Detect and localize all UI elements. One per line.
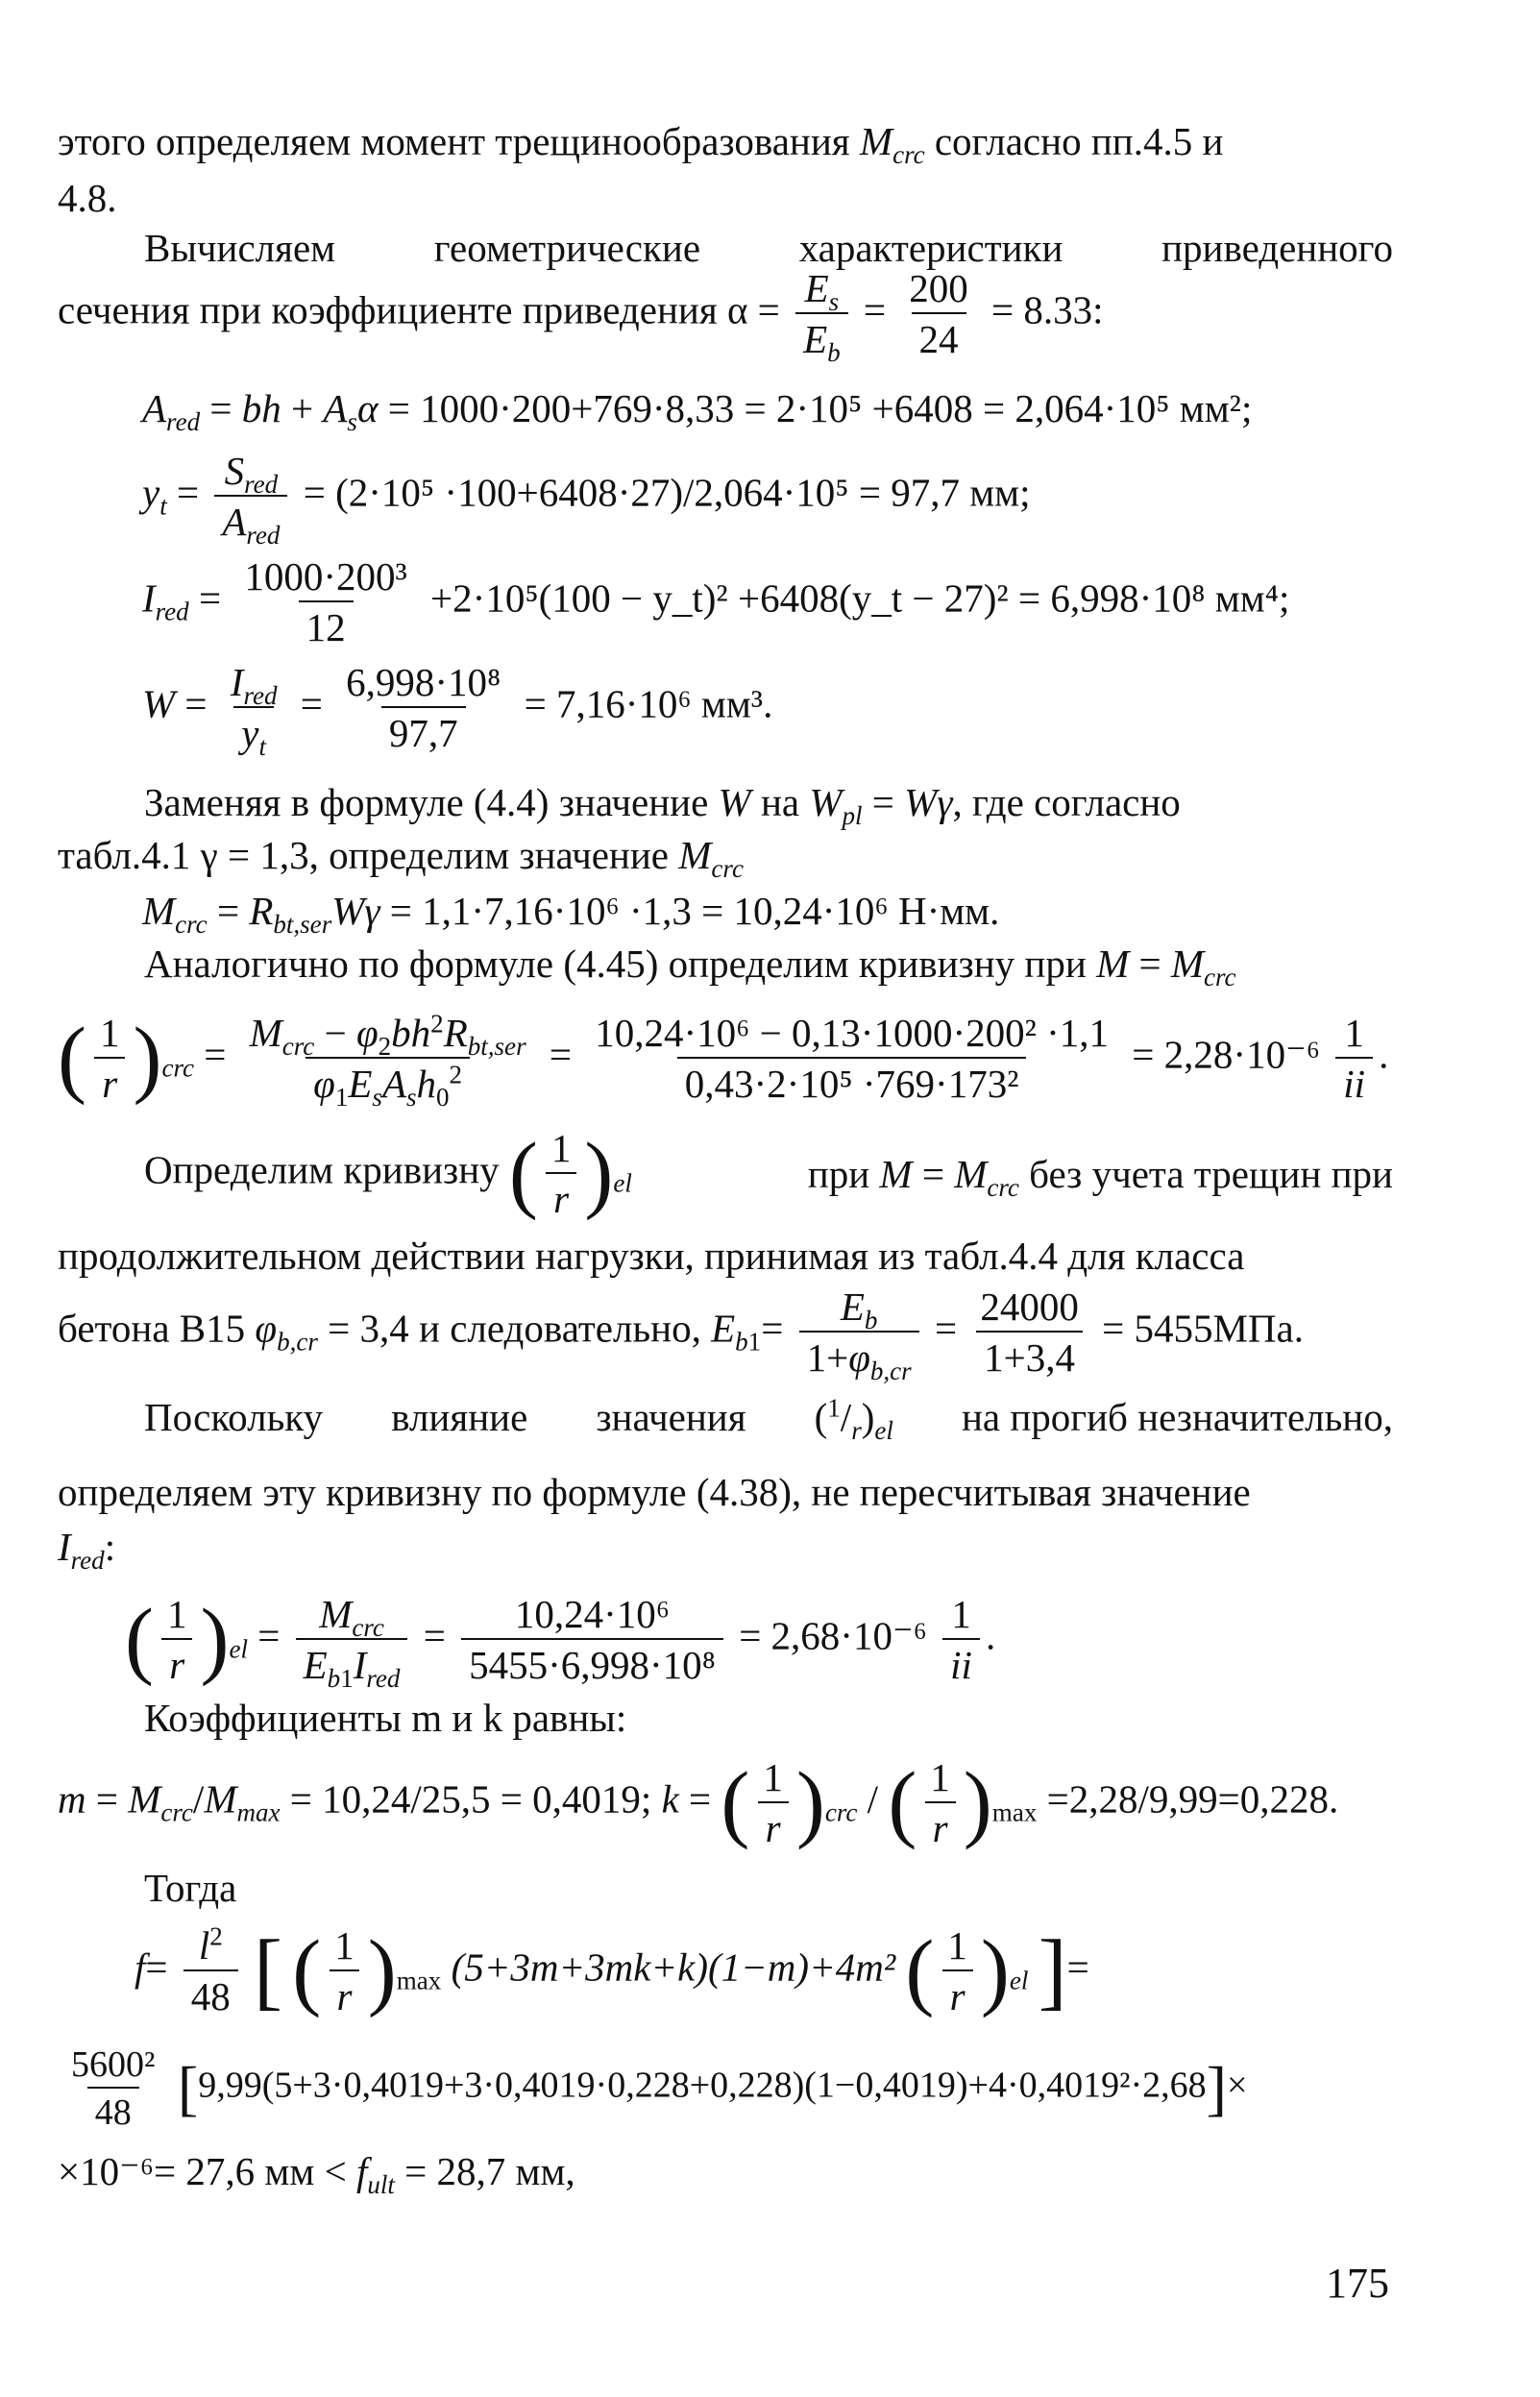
word: приведенного [1161, 226, 1393, 270]
fraction: $\frac{E_b}{1+\varphi_{b,cr}}$ [799, 1287, 919, 1378]
formula-a-red: $A_{red}$ = bh + $A_s\alpha = 1000\cdot 200+769\cdot 8,33 = 2\cdot 10^5 +6408 = 2,064\cdot 10^5$ мм²; [142, 386, 1253, 437]
fraction: $M_{crc} - \varphi_2bh^2R_{bt,ser}$ $\varphi_1E_sA_sh_0^2$ [249, 1009, 526, 1113]
fraction: $\frac{1}{r}$ [755, 1758, 791, 1848]
fraction: $\frac{24000}{1+3,4}$ [972, 1287, 1087, 1378]
formula-deflection-values: $\frac{\text{5600²}}{48}$ [9,99(5+3·0,4019+3·0,4019·0,228+0,228)(1−0,4019)+4·0,4019²·2,68]× [58, 2046, 1247, 2131]
word: значения [596, 1395, 746, 1439]
text-line [144, 1696, 627, 1740]
text-line-part: на прогиб незначительно, [961, 1395, 1393, 1439]
formula-i-red: $I_{red}$ = $\frac{\text{1000·200³}}{12}$ +2·10⁵(100 − y_t)² +6408(y_t − 27)² = 6,998·10⁸ мм⁴; [142, 554, 1290, 649]
text-line: табл.4.1 γ = 1,3, определим значение $M_{crc}$ [58, 833, 744, 884]
formula-mcrc: $M_{crc} = R_{bt,ser}W\gamma = 1,1\cdot 7,16\cdot 10^6 \cdot 1,3 = 10,24\cdot 10^6$ Н·мм. [142, 889, 1000, 940]
fraction: $\frac{\text{10,24·10⁶}}{\text{5455·6,998·10⁸}}$ [461, 1595, 723, 1685]
text-line: Определим кривизну ( $\frac{1}{r}$ )$_{el}$ при $M = M_{crc}$ без учета трещин при [144, 1126, 1393, 1221]
word: геометрические [433, 226, 701, 270]
text-line [58, 176, 117, 220]
fraction: $\frac{\text{5600²}}{48}$ [71, 2044, 156, 2133]
text-line-part: продолжительном действии нагрузки, принимая из табл.4.4 для класса [58, 1234, 1245, 1278]
fraction: $M_{crc}$ $E_{b1}I_{red}$ [296, 1595, 408, 1685]
fraction: $\frac{1}{ii}$ [1335, 1014, 1373, 1104]
formula-text: = 10,24/25,5 = 0,4019; [289, 1776, 652, 1822]
text-line: сечения при коэффициенте приведения α = $\frac{E_s}{E_b}$ = $\frac{200}{24}$ = 8.33: [58, 266, 1104, 368]
word: влияние [391, 1395, 528, 1439]
text-line-part: 4.8. [58, 176, 117, 220]
formula-text: ×10⁻⁶= 27,6 мм < [58, 2149, 347, 2193]
formula-text: = 1000·200+769·8,33 = 2·10⁵ +6408 = 2,064·10⁵ мм²; [387, 386, 1253, 430]
text-line-part: Коэффициенты m и k равны: [144, 1696, 627, 1740]
text-line-part: при [807, 1151, 870, 1196]
word: Вычисляем [144, 226, 336, 270]
text-line: бетона B15 $\varphi_{b,cr} = 3,4$ и следовательно, $E_{b1}=$ $\frac{E_b}{1+\varphi_{b,cr}}$ = $\frac{24000}{1+3,4}$ = 5455МПа. [58, 1284, 1304, 1386]
fraction: $\frac{1}{r}$ [922, 1758, 958, 1848]
formula-text: = (2·10⁵ ·100+6408·27)/2,064·10⁵ = 97,7 мм; [303, 470, 1031, 515]
text-line: Заменяя в формуле (4.4) значение W на $W_{pl} = W\gamma$, где согласно [144, 780, 1181, 831]
formula-w: W = $I_{red}$ $y_t$ = $\frac{\text{6,998·10⁸}}{97,7}$ = 7,16·10⁶ мм³. [142, 660, 773, 762]
fraction: $\frac{\text{6,998·10⁸}}{97,7}$ [346, 660, 501, 755]
text-line [144, 1866, 237, 1910]
formula-m-k: $m = M_{crc}/M_{max} = 10,24/25,5 = 0,4019$; k = ( $\frac{1}{r}$ )$_{crc}$ / ( $\frac{1}{r}$ )$_{max} =2,28/9,99=0,228$. [58, 1755, 1339, 1850]
text-line: Поскольку влияние значения $(^1/_r)_{el}$ на прогиб незначительно, [144, 1393, 1393, 1446]
fraction: $\frac{\text{1000·200³}}{12}$ [244, 554, 407, 649]
formula-deflection-result: ×10⁻⁶= 27,6 мм < $f_{ult} = 28,7$ мм, [58, 2149, 575, 2200]
text-line: этого определяем момент трещинообразования $M_{crc}$ согласно пп.4.5 и [58, 119, 1224, 170]
formula-text: = 28,7 мм, [404, 2149, 575, 2193]
formula-text: = 2,28·10⁻⁶ [1132, 1032, 1321, 1077]
formula-text: 9,99(5+3·0,4019+3·0,4019·0,228+0,228)(1−0,4019)+4·0,4019²·2,68 [198, 2065, 1207, 2106]
fraction: $\frac{1}{r}$ [544, 1129, 579, 1219]
formula-curvature-el: ( $\frac{1}{r}$ )$_{el}$ = $M_{crc}$ $E_{b1}I_{red}$ = $\frac{\text{10,24·10⁶}}{\text{5455·6,998·10⁸}}$ = 2,68·10⁻⁶ $\frac{1}{ii}$ . [125, 1592, 996, 1694]
formula-deflection: f= $\frac{l^2}{48}$ [ ( $\frac{1}{r}$ )$_{max}$ (5+3m+3mk+k)(1−m)+4m² ( $\frac{1}{r}$ )$_{el}$ ]= [134, 1921, 1089, 2018]
fraction: $I_{red}$ $y_t$ [230, 660, 278, 762]
text-line: Аналогично по формуле (4.45) определим кривизну при $M = M_{crc}$ [144, 942, 1236, 992]
formula-y-t: $y_t$ = $S_{red}$ $A_{red}$ = (2·10⁵ ·100+6408·27)/2,064·10⁵ = 97,7 мм; [142, 449, 1031, 550]
fraction: $S_{red}$ $A_{red}$ [214, 452, 287, 542]
fraction: $\frac{1}{r}$ [940, 1926, 975, 2017]
text-line [58, 1470, 1251, 1514]
formula-text: +2·10⁵(100 − y_t)² +6408(y_t − 27)² = 6,998·10⁸ мм⁴; [430, 575, 1290, 621]
text-line-part: = 8.33: [991, 287, 1104, 332]
text-line-part: = 3,4 и следовательно, [328, 1306, 701, 1351]
fraction: $\frac{1}{ii}$ [942, 1595, 980, 1685]
text-line-part: где согласно [971, 780, 1181, 824]
text-line-part: согласно пп.4.5 и [934, 119, 1224, 163]
text-line-part: Аналогично по формуле (4.45) определим кривизну при [144, 942, 1087, 986]
word: характеристики [798, 226, 1063, 270]
text-line-part: Тогда [144, 1866, 237, 1910]
text-line-part: сечения при коэффициенте приведения [58, 287, 718, 332]
formula-curvature-crc: ( $\frac{1}{r}$ )$_{crc}$ = $M_{crc} - \varphi_2bh^2R_{bt,ser}$ $\varphi_1E_sA_sh_0^2$ = $\frac{\text{10,24·10⁶ − 0,13·1000·200² ·1,1}}{\text{0,43·2·10⁵ ·769·173²}}$ = 2,28·10⁻⁶ $\frac{1}{ii}$ . [58, 1009, 1389, 1113]
text-line-part: табл.4.1 γ = 1,3, определим значение [58, 833, 670, 877]
text-line-part: Заменяя в формуле (4.4) значение [144, 780, 709, 824]
text-line [58, 1236, 1244, 1276]
word: Поскольку [144, 1395, 324, 1439]
fraction: $\frac{\text{10,24·10⁶ − 0,13·1000·200² ·1,1}}{\text{0,43·2·10⁵ ·769·173²}}$ [595, 1011, 1110, 1106]
text-line-part: Определим кривизну [144, 1147, 500, 1192]
fraction: $\frac{l^2}{48}$ [183, 1926, 238, 2017]
formula-text: (5+3m+3mk+k)(1−m)+4m² [451, 1945, 896, 1990]
text-line-part: бетона B15 [58, 1306, 246, 1351]
page-number: 175 [1326, 2260, 1389, 2307]
text-line-part: без учета трещин при [1029, 1151, 1393, 1196]
text-line: $I_{red}$: [58, 1525, 116, 1576]
formula-text: =2,28/9,99=0,228. [1046, 1776, 1339, 1822]
text-line [144, 226, 1393, 270]
fraction: $\frac{E_s}{E_b}$ [795, 269, 848, 359]
fraction: $\frac{1}{r}$ [159, 1595, 195, 1685]
fraction: $\frac{1}{r}$ [92, 1014, 128, 1104]
text-line-part: = 5455МПа. [1102, 1306, 1304, 1351]
text-line-part: на [760, 780, 800, 824]
fraction: $\frac{1}{r}$ [327, 1926, 362, 2017]
fraction: $\frac{200}{24}$ [909, 266, 968, 361]
formula-text: = 7,16·10⁶ мм³. [524, 681, 773, 726]
formula-text: = 1,1·7,16·10⁶ ·1,3 = 10,24·10⁶ Н·мм. [389, 889, 1000, 933]
formula-text: = 2,68·10⁻⁶ [739, 1613, 927, 1658]
text-line-part: определяем эту кривизну по формуле (4.38), не пересчитывая значение [58, 1470, 1251, 1514]
text-line-part: этого определяем момент трещинообразования [58, 119, 850, 163]
